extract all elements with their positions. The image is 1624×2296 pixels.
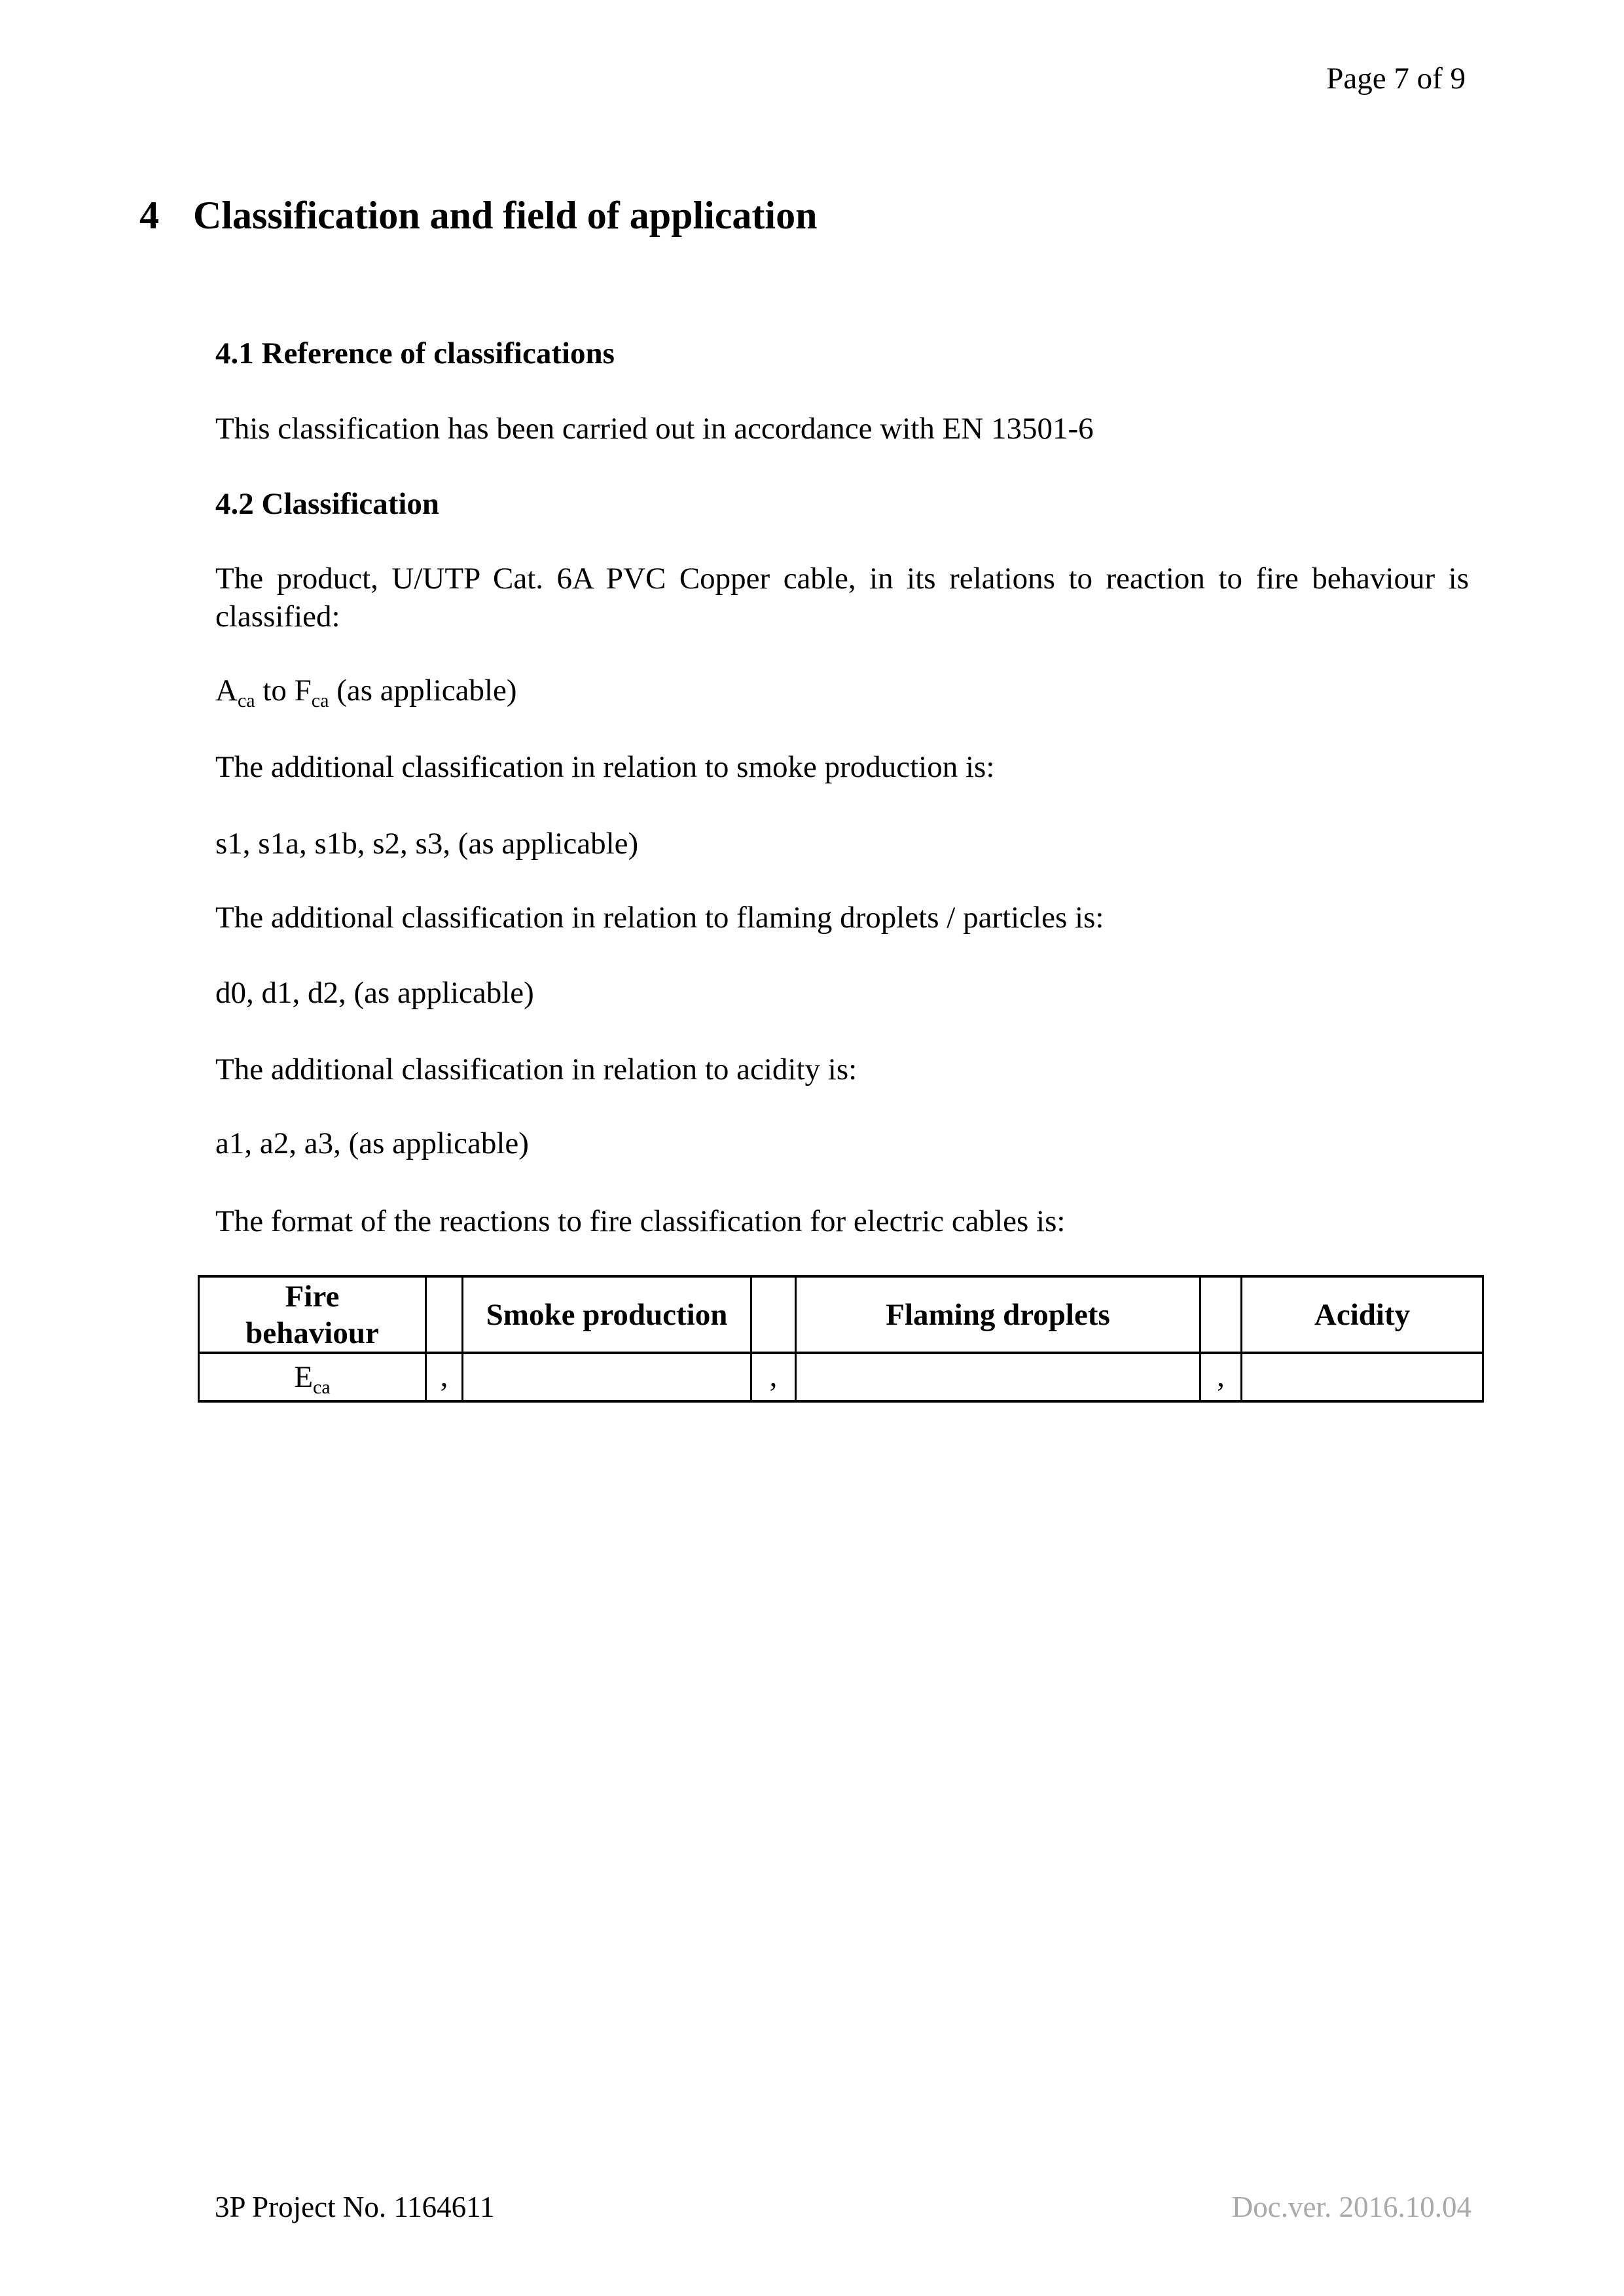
footer-project-number: 3P Project No. 1164611 [215, 2191, 495, 2223]
header-separator-1 [426, 1276, 463, 1353]
cell-comma-1: , [426, 1353, 463, 1401]
droplets-classification-values: d0, d1, d2, (as applicable) [215, 976, 534, 1010]
fire-class-mid: to [255, 673, 295, 708]
product-paragraph-line-2: classified: [215, 600, 340, 634]
smoke-classification-values: s1, s1a, s1b, s2, s3, (as applicable) [215, 827, 639, 861]
section-heading [139, 191, 817, 240]
section-number: 4 [139, 194, 159, 237]
fire-class-range [215, 672, 517, 709]
format-intro: The format of the reactions to fire classification for electric cables is: [215, 1204, 1066, 1238]
table-header-row [199, 1276, 1483, 1353]
section-title: Classification and field of application [193, 194, 818, 237]
classification-table [198, 1275, 1484, 1403]
fire-class-a: A [215, 673, 238, 708]
header-fire-line1: Fire [285, 1279, 340, 1314]
fire-class-a-sub: ca [237, 690, 255, 711]
fire-class-e-sub: ca [313, 1376, 331, 1398]
page-number: Page 7 of 9 [1326, 62, 1466, 96]
fire-class-tail: (as applicable) [329, 673, 517, 708]
cell-smoke-value [463, 1353, 751, 1401]
cell-comma-2: , [751, 1353, 796, 1401]
header-smoke-production: Smoke production [463, 1276, 751, 1353]
cell-droplets-value [796, 1353, 1200, 1401]
fire-class-e: E [294, 1360, 314, 1394]
cell-comma-3: , [1200, 1353, 1242, 1401]
cell-fire-behaviour-value [199, 1353, 426, 1401]
smoke-classification-intro: The additional classification in relation to smoke production is: [215, 750, 995, 784]
footer-doc-version: Doc.ver. 2016.10.04 [1231, 2191, 1471, 2223]
table-data-row [199, 1353, 1483, 1401]
product-classification-paragraph [215, 560, 1469, 636]
header-separator-3 [1200, 1276, 1242, 1353]
header-flaming-droplets: Flaming droplets [796, 1276, 1200, 1353]
acidity-classification-values: a1, a2, a3, (as applicable) [215, 1126, 529, 1160]
classification-format-table [198, 1275, 1484, 1403]
reference-classification-text: This classification has been carried out in accordance with EN 13501-6 [215, 412, 1094, 446]
header-fire-behaviour [199, 1276, 426, 1353]
header-fire-line2: behaviour [245, 1316, 379, 1350]
subsection-4-1-title: 4.1 Reference of classifications [215, 336, 615, 370]
acidity-classification-intro: The additional classification in relation to acidity is: [215, 1052, 857, 1086]
header-acidity: Acidity [1242, 1276, 1483, 1353]
fire-class-f: F [294, 673, 312, 708]
product-paragraph-line-1: The product, U/UTP Cat. 6A PVC Copper cable, in its relations to reaction to fire behaviour is [215, 562, 1469, 596]
fire-class-f-sub: ca [311, 690, 329, 711]
droplets-classification-intro: The additional classification in relation to flaming droplets / particles is: [215, 901, 1104, 935]
subsection-4-2-title: 4.2 Classification [215, 487, 440, 521]
header-separator-2 [751, 1276, 796, 1353]
cell-acidity-value [1242, 1353, 1483, 1401]
